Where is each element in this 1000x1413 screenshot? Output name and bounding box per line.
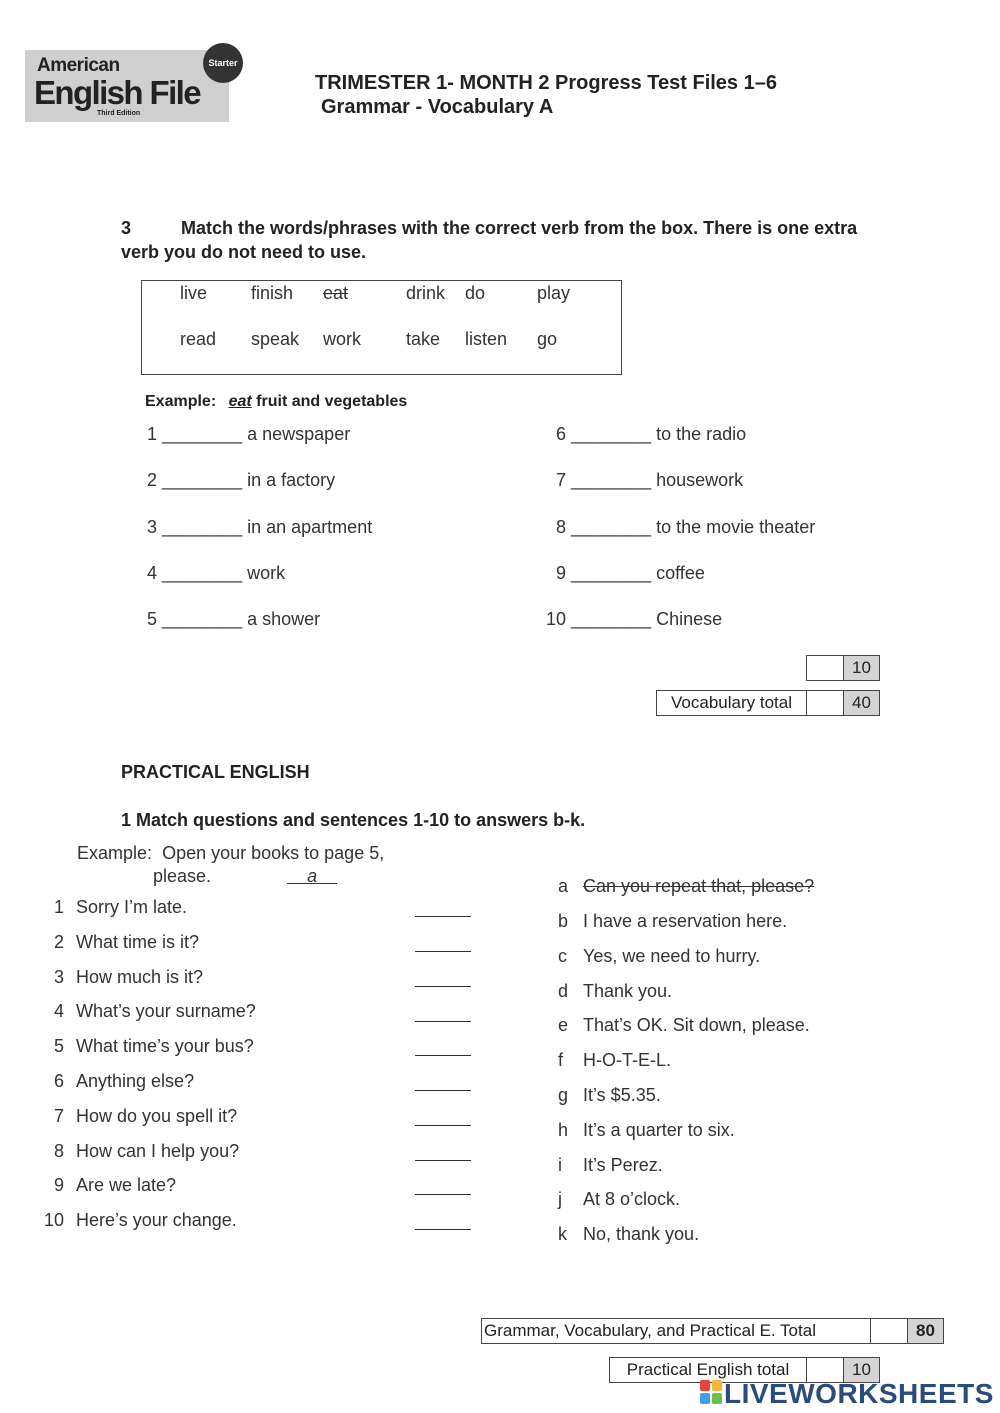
practical-instruction: 1 Match questions and sentences 1-10 to answers b-k. <box>121 810 586 830</box>
section3-example <box>145 393 407 411</box>
answer-blank[interactable]: ________ <box>571 563 652 583</box>
answer-blank[interactable] <box>415 1229 471 1230</box>
answer-blank[interactable] <box>415 1160 471 1161</box>
score-max: 80 <box>907 1319 943 1343</box>
answer-blank[interactable]: ________ <box>162 609 243 629</box>
answer-item: c Yes, we need to hurry. <box>558 946 761 966</box>
verb-word: finish <box>251 283 294 303</box>
grand-total-box <box>481 1318 944 1344</box>
question-item: 5 What time’s your bus? <box>53 1036 254 1056</box>
section-score-box <box>806 655 880 681</box>
list-item: 8 ________ to the movie theater <box>555 517 816 537</box>
score-input[interactable] <box>806 691 843 715</box>
answer-item: h It’s a quarter to six. <box>558 1120 735 1140</box>
page-title: TRIMESTER 1- MONTH 2 Progress Test Files 1–6 <box>315 72 777 94</box>
question-item: 4 What’s your surname? <box>53 1001 256 1021</box>
question-item: 7 How do you spell it? <box>53 1106 238 1126</box>
score-input[interactable] <box>870 1319 907 1343</box>
verb-word: read <box>180 329 217 349</box>
verb-box <box>141 280 622 375</box>
page-subtitle: Grammar - Vocabulary A <box>321 96 554 118</box>
score-max: 40 <box>843 691 879 715</box>
list-item: 10 ________ Chinese <box>545 609 723 629</box>
vocabulary-total-box <box>656 690 880 716</box>
answer-item: i It’s Perez. <box>558 1155 663 1175</box>
list-item: 5 ________ a shower <box>146 609 321 629</box>
question-item: 2 What time is it? <box>53 932 200 952</box>
liveworksheets-logo-icon <box>700 1380 722 1404</box>
list-item: 6 ________ to the radio <box>555 424 747 444</box>
verb-word: go <box>537 329 558 349</box>
answer-blank[interactable] <box>415 986 471 987</box>
list-item: 4 ________ work <box>146 563 286 583</box>
question-item: 3 How much is it? <box>53 967 204 987</box>
logo <box>25 50 229 122</box>
question-item: 1 Sorry I’m late. <box>53 897 188 917</box>
practical-example: Example: Open your books to page 5, please. a <box>77 843 385 886</box>
answer-item-used: a Can you repeat that, please? <box>558 876 815 896</box>
answer-blank[interactable]: ________ <box>571 609 652 629</box>
question-item: 6 Anything else? <box>53 1071 195 1091</box>
verb-word: speak <box>251 329 300 349</box>
starter-badge: Starter <box>203 43 243 83</box>
verb-word: work <box>323 329 362 349</box>
example-answer: a <box>307 866 318 886</box>
verb-word: play <box>537 283 571 303</box>
answer-blank[interactable]: ________ <box>571 424 652 444</box>
example-label: Example: <box>145 393 217 410</box>
answer-blank[interactable]: ________ <box>162 424 243 444</box>
logo-line1: American <box>37 55 120 76</box>
answer-blank[interactable] <box>415 1055 471 1056</box>
answer-item: d Thank you. <box>558 981 673 1001</box>
answer-blank[interactable]: ________ <box>162 517 243 537</box>
list-item: 7 ________ housework <box>555 470 744 490</box>
answer-item: f H-O-T-E-L. <box>558 1050 671 1070</box>
score-input[interactable] <box>807 656 843 680</box>
verb-word: take <box>406 329 441 349</box>
answer-blank[interactable] <box>415 916 471 917</box>
section-heading: PRACTICAL ENGLISH <box>121 762 310 782</box>
example-text: fruit and vegetables <box>256 393 408 410</box>
answer-item: b I have a reservation here. <box>558 911 788 931</box>
verb-word: do <box>465 283 486 303</box>
logo-line2: English File <box>34 74 200 111</box>
list-item: 2 ________ in a factory <box>146 470 336 490</box>
logo-edition: Third Edition <box>97 110 141 117</box>
answer-item: k No, thank you. <box>558 1224 700 1244</box>
list-item: 3 ________ in an apartment <box>146 517 373 537</box>
answer-item: g It’s $5.35. <box>558 1085 661 1105</box>
section3-number: 3 <box>121 218 132 238</box>
question-item: 10 Here’s your change. <box>43 1210 237 1230</box>
answer-blank[interactable] <box>415 1021 471 1022</box>
watermark: LIVEWORKSHEETS <box>724 1378 994 1409</box>
answer-blank[interactable] <box>415 951 471 952</box>
practical-total-label: Practical English total <box>626 1360 790 1379</box>
list-item: 9 ________ coffee <box>555 563 705 583</box>
score-max: 10 <box>843 1358 879 1382</box>
answer-blank[interactable]: ________ <box>571 517 652 537</box>
vocabulary-total-label: Vocabulary total <box>671 693 792 712</box>
example-answer: eat <box>228 393 252 410</box>
answer-item: j At 8 o’clock. <box>558 1189 681 1209</box>
list-item: 1 ________ a newspaper <box>146 424 351 444</box>
answer-item: e That’s OK. Sit down, please. <box>558 1015 810 1035</box>
verb-word: listen <box>465 329 508 349</box>
grand-total-label: Grammar, Vocabulary, and Practical E. Total <box>484 1321 816 1340</box>
question-item: 8 How can I help you? <box>53 1141 240 1161</box>
section3-instruction <box>121 216 861 264</box>
question-item: 9 Are we late? <box>53 1175 177 1195</box>
verb-word-used: eat <box>323 283 349 303</box>
verb-word: live <box>180 283 208 303</box>
answer-blank[interactable] <box>415 1090 471 1091</box>
score-max: 10 <box>843 656 879 680</box>
answer-blank[interactable]: ________ <box>162 563 243 583</box>
answer-blank[interactable] <box>415 1194 471 1195</box>
verb-word: drink <box>406 283 446 303</box>
answer-blank[interactable]: ________ <box>162 470 243 490</box>
answer-blank[interactable] <box>415 1125 471 1126</box>
answer-blank[interactable]: ________ <box>571 470 652 490</box>
section3-instruction-text: Match the words/phrases with the correct verb from the box. There is one extra verb you do not need to use. <box>121 218 858 262</box>
